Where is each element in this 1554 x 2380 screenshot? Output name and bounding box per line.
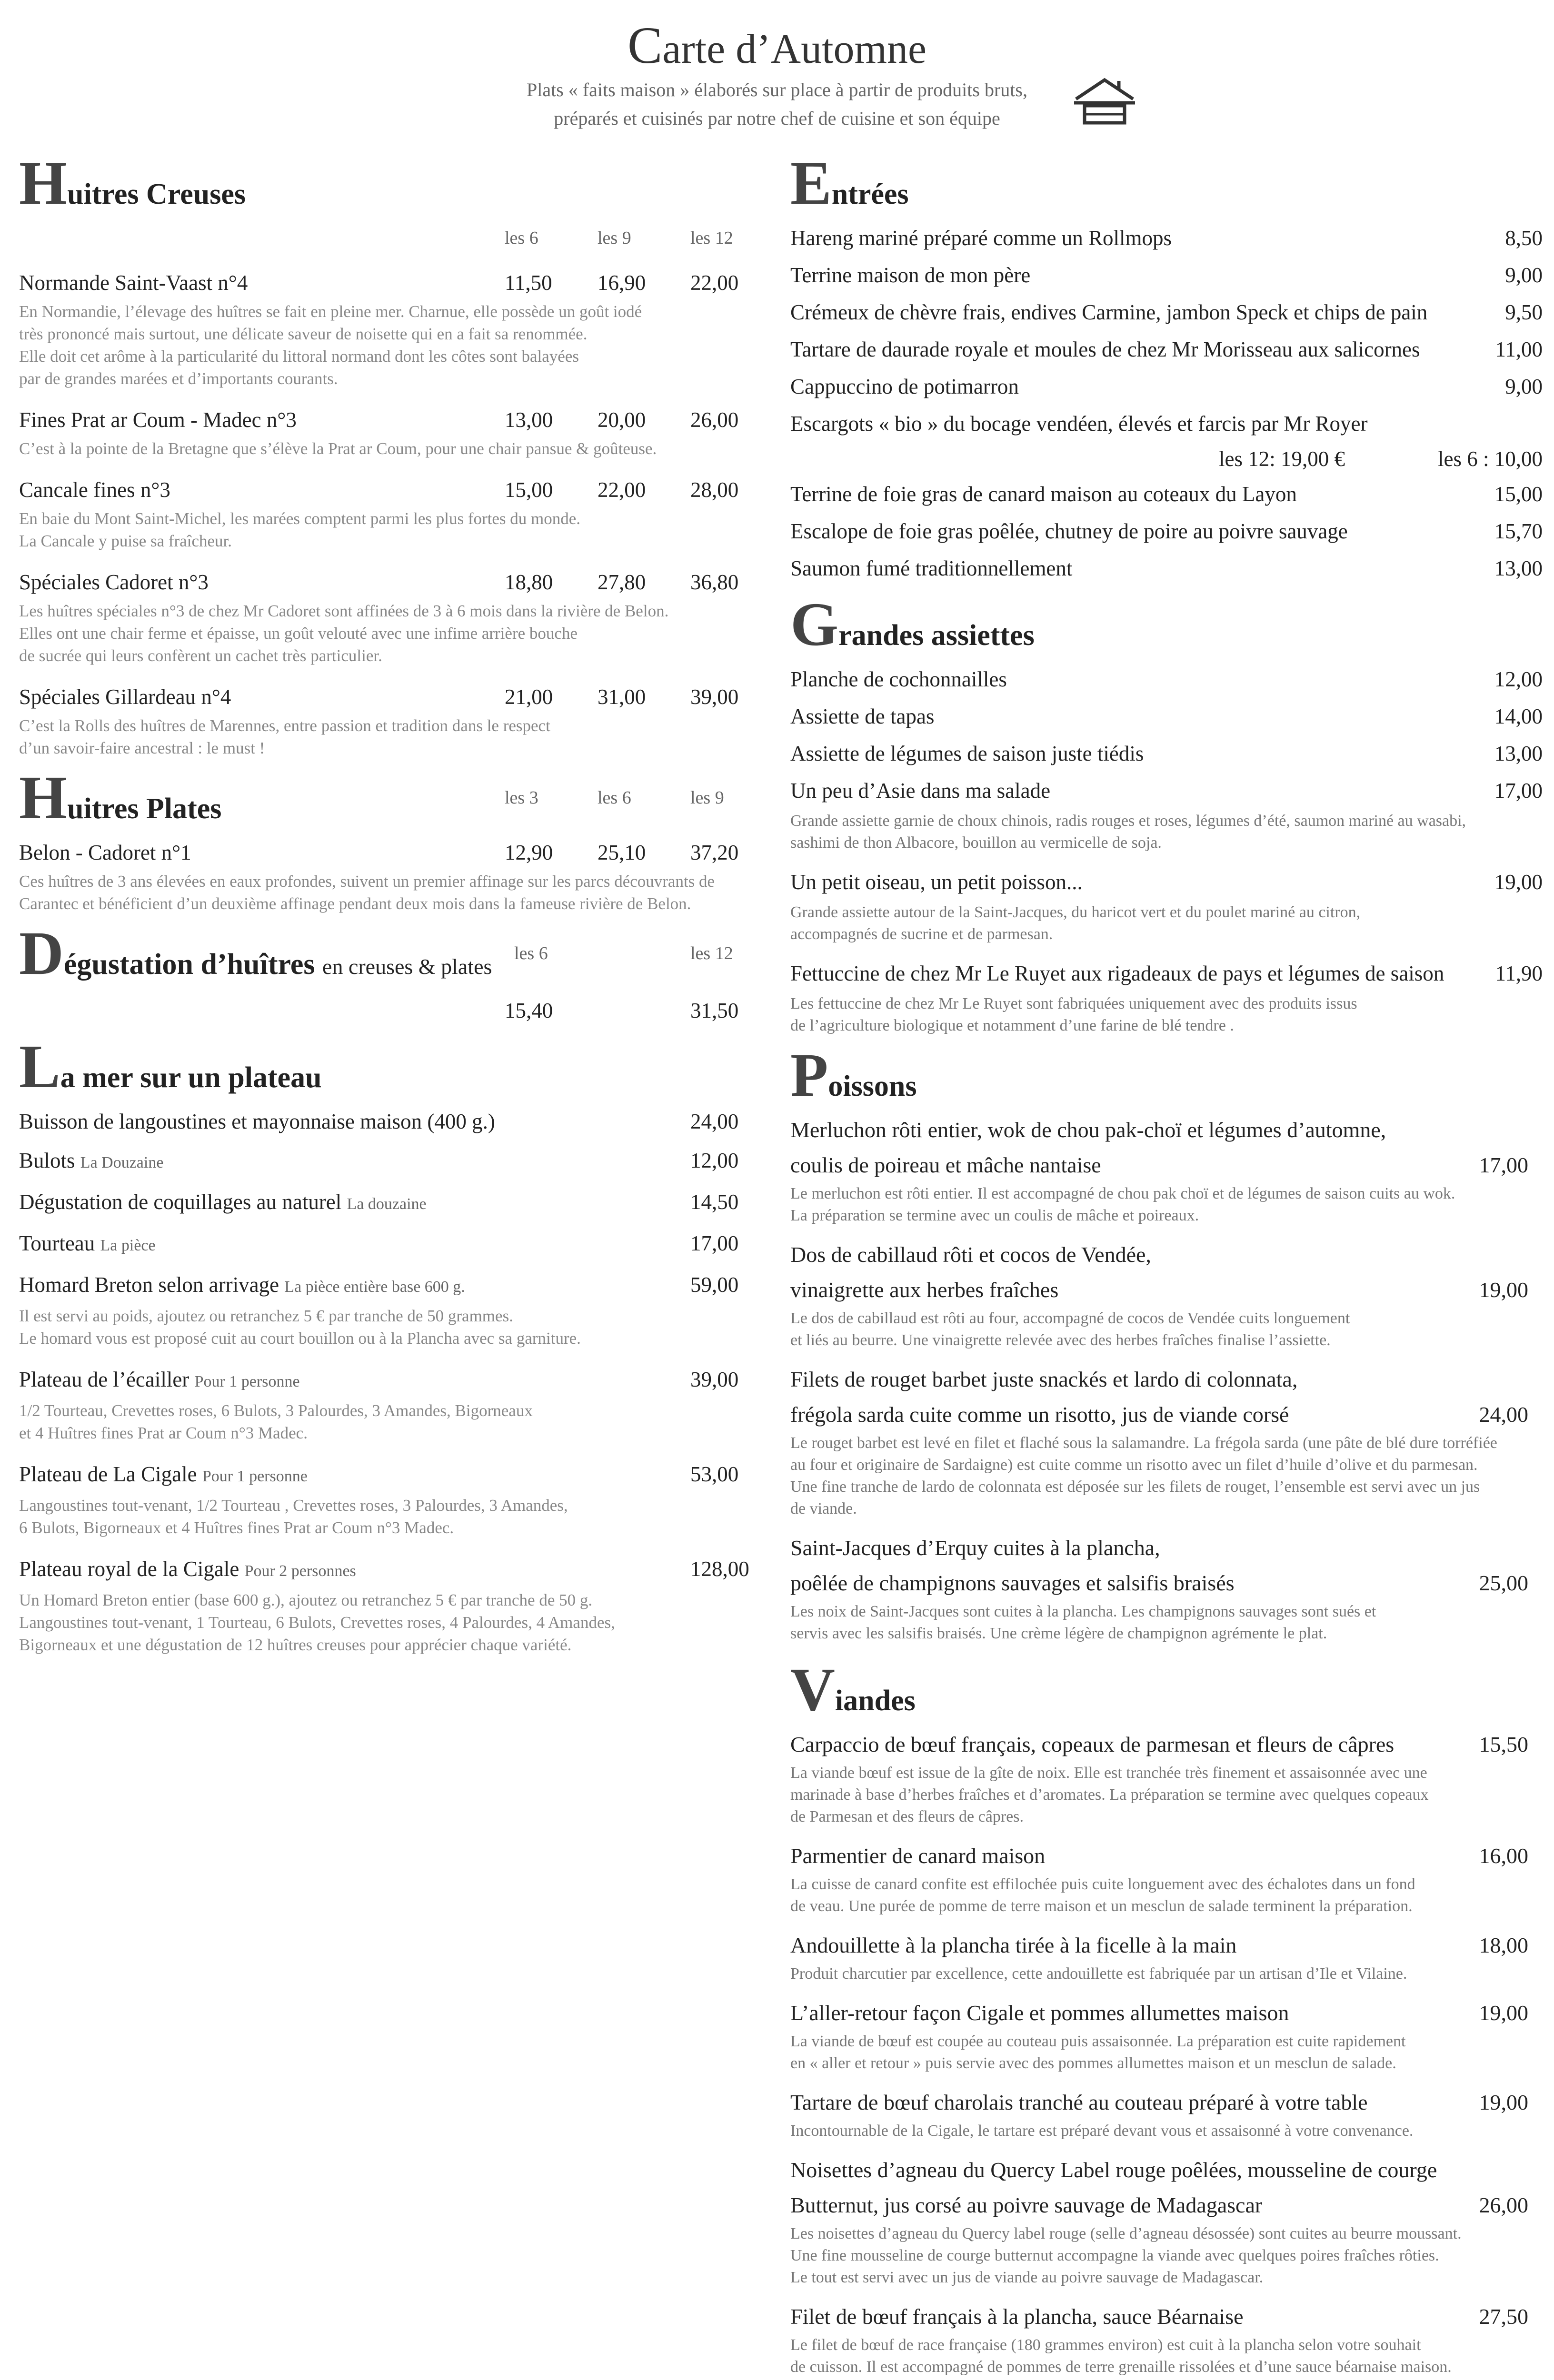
- item-name: Spéciales Gillardeau n°4: [19, 685, 231, 709]
- item-price: 9,00: [1505, 375, 1543, 398]
- item-price: 26,00: [690, 408, 739, 432]
- item-description: Grande assiette garnie de choux chinois, radis rouges et roses, légumes d’été, saumon mariné au wasabi, sashimi de thon Albacore, bouillon au vermicelle de soja.: [790, 812, 1466, 852]
- item-name: coulis de poireau et mâche nantaise: [790, 1153, 1101, 1177]
- section-title: Viandes: [790, 1656, 916, 1724]
- item-name: Cappuccino de potimarron: [790, 375, 1019, 398]
- item-name: Parmentier de canard maison: [790, 1844, 1046, 1868]
- item-price: 17,00: [1494, 779, 1543, 803]
- item-description: Il est servi au poids, ajoutez ou retranchez 5 € par tranche de 50 grammes. Le homard vous est proposé cuit au court bouillon ou à la Plancha avec sa garniture.: [19, 1307, 581, 1348]
- item-price: 11,90: [1495, 962, 1543, 985]
- item-description: Les huîtres spéciales n°3 de chez Mr Cadoret sont affinées de 3 à 6 mois dans la rivière de Belon. Elles ont une chair ferme et épaisse, un goût velouté avec une infime arrière bouche de sucrée qui leurs confèrent un cachet très particulier.: [19, 602, 669, 665]
- item-price: 15,00: [505, 478, 553, 502]
- fish-list: [790, 1112, 1543, 1645]
- menu-item: [790, 1727, 1543, 1762]
- item-description: Le dos de cabillaud est rôti au four, accompagné de cocos de Vendée cuits longuement et liés au beurre. Une vinaigrette relevée avec des herbes fraîches finalise l’assiette.: [790, 1309, 1350, 1349]
- item-description: Le filet de bœuf de race française (180 grammes environ) est cuit à la plancha selon votre souhait de cuisson. Il est accompagné de pommes de terre grenaille rissolées et d’une sauce béarnaise maison.: [790, 2336, 1452, 2376]
- item-name: Buisson de langoustines et mayonnaise maison (400 g.): [19, 1110, 495, 1133]
- menu-item: [790, 1397, 1543, 1432]
- degustation-prices: 15,40 31,50: [505, 999, 739, 1022]
- menu-item: [790, 1566, 1543, 1601]
- section-grandes-assiettes: [790, 590, 1543, 1037]
- left-column: [19, 149, 749, 1668]
- house-icon: [1071, 76, 1138, 126]
- section-degustation: [19, 919, 747, 1028]
- menu-item: [790, 662, 1543, 697]
- item-name: Butternut, jus corsé au poivre sauvage de Madagascar: [790, 2193, 1263, 2217]
- item-note: Pour 1 personne: [194, 1373, 300, 1390]
- section-mer: [19, 1032, 749, 1656]
- item-name: Plateau de l’écailler: [19, 1368, 189, 1391]
- starter-list: [790, 220, 1543, 404]
- menu-header: [0, 16, 1554, 133]
- item-name: vinaigrette aux herbes fraîches: [790, 1278, 1059, 1302]
- item-description: En baie du Mont Saint-Michel, les marées comptent parmi les plus fortes du monde. La Cancale y puise sa fraîcheur.: [19, 509, 581, 550]
- menu-item: [790, 1272, 1543, 1308]
- menu-item: [19, 472, 747, 507]
- item-name: frégola sarda cuite comme un risotto, jus de viande corsé: [790, 1402, 1289, 1427]
- item-note: Pour 2 personnes: [244, 1562, 356, 1580]
- item-price: 19,00: [1494, 870, 1543, 894]
- item-name: Plateau de La Cigale: [19, 1462, 197, 1486]
- item-price: 19,00: [1479, 1278, 1528, 1302]
- item-name-line1: Saint-Jacques d’Erquy cuites à la plancha,: [790, 1536, 1160, 1560]
- item-description: Ces huîtres de 3 ans élevées en eaux profondes, suivent un premier affinage sur les parcs découvrants de Carantec et bénéficient d’un deuxième affinage pendant deux mois dans la fameuse rivière de Belon.: [19, 872, 715, 913]
- item-name: Un peu d’Asie dans ma salade: [790, 779, 1051, 803]
- item-name: Carpaccio de bœuf français, copeaux de parmesan et fleurs de câpres: [790, 1732, 1395, 1756]
- menu-item: [19, 402, 747, 437]
- item-price: 11,00: [1495, 337, 1543, 361]
- item-price: 19,00: [1479, 2001, 1528, 2025]
- item-price: 26,00: [1479, 2193, 1528, 2217]
- menu-item: [19, 1143, 747, 1180]
- item-description: En Normandie, l’élevage des huîtres se fait en pleine mer. Charnue, elle possède un goût iodé très prononcé mais surtout, une délicate saveur de noisette qui en a fait sa renommée. Elle doit cet arôme à la particularité du littoral normand dont les côtes sont balayées par de grandes marées et d’importants courants.: [19, 302, 642, 388]
- item-name: Escalope de foie gras poêlée, chutney de poire au poivre sauvage: [790, 519, 1348, 543]
- item-price: 15,70: [1494, 519, 1543, 543]
- menu-item: [19, 1551, 747, 1589]
- menu-item: [790, 1995, 1543, 2031]
- item-price: 39,00: [690, 685, 739, 709]
- menu-subtitle-1: Plats « faits maison » élaborés sur place à partir de produits bruts,: [527, 79, 1027, 100]
- menu-title: Carte d’Automne: [627, 16, 927, 74]
- section-title: Huitres Plates les 3 les 6 les 9: [19, 764, 724, 832]
- item-name: Terrine de foie gras de canard maison au coteaux du Layon: [790, 482, 1297, 506]
- section-huitres-creuses: [19, 149, 747, 759]
- item-price: 9,00: [1505, 263, 1543, 287]
- section-entrees: [790, 149, 1543, 586]
- starter-list: [790, 476, 1543, 586]
- item-description: Langoustines tout-venant, 1/2 Tourteau , Crevettes roses, 3 Palourdes, 3 Amandes, 6 Bulots, Bigorneaux et 4 Huîtres fines Prat ar Coum n°3 Madec.: [19, 1496, 568, 1537]
- item-price: 28,00: [690, 478, 739, 502]
- menu-item: [790, 295, 1543, 330]
- item-name-line1: Filets de rouget barbet juste snackés et lardo di colonnata,: [790, 1367, 1298, 1391]
- item-price: 18,00: [1479, 1933, 1528, 1957]
- section-viandes: [790, 1656, 1543, 2380]
- menu-item: [790, 2188, 1543, 2223]
- section-title: Huitres Creuses: [19, 149, 246, 218]
- item-price: 13,00: [1494, 556, 1543, 580]
- item-name: Planche de cochonnailles: [790, 667, 1007, 691]
- item-description: Les noisettes d’agneau du Quercy label rouge (selle d’agneau désossée) sont cuites au beurre moussant. Une fine mousseline de courge butternut accompagne la viande avec quelques poires fraîches rôties. Le tout est servi avec un jus de viande au poivre sauvage de Madagascar.: [790, 2225, 1462, 2286]
- item-name: Normande Saint-Vaast n°4: [19, 271, 248, 295]
- menu-item: [790, 476, 1543, 512]
- item-description: Les fettuccine de chez Mr Le Ruyet sont fabriquées uniquement avec des produits issus de l’agriculture biologique et notamment d’une farine de blé tendre .: [790, 995, 1357, 1034]
- menu-item: [19, 679, 747, 714]
- item-price: 17,00: [1479, 1153, 1528, 1177]
- item-name: Homard Breton selon arrivage: [19, 1273, 279, 1297]
- oyster-list: [19, 835, 747, 915]
- item-price: 36,80: [690, 570, 739, 594]
- right-column: [790, 149, 1543, 2380]
- item-name: Fines Prat ar Coum - Madec n°3: [19, 408, 297, 432]
- item-description: C’est à la pointe de la Bretagne que s’élève la Prat ar Coum, pour une chair pansue & goûteuse.: [19, 439, 657, 458]
- menu-item: [790, 699, 1543, 734]
- item-price: 31,00: [598, 685, 646, 709]
- item-price: 25,00: [1479, 1571, 1528, 1595]
- section-title: Grandes assiettes: [790, 590, 1035, 659]
- item-name: Un petit oiseau, un petit poisson...: [790, 870, 1083, 894]
- section-title: Poissons: [790, 1041, 917, 1110]
- item-name: Belon - Cadoret n°1: [19, 841, 191, 864]
- item-name: Tartare de daurade royale et moules de chez Mr Morisseau aux salicornes: [790, 337, 1420, 361]
- item-name: Dégustation de coquillages au naturel: [19, 1190, 342, 1214]
- item-description: Grande assiette autour de la Saint-Jacques, du haricot vert et du poulet mariné au citron, accompagnés de sucrine et de parmesan.: [790, 903, 1361, 943]
- item-price: 8,50: [1505, 226, 1543, 250]
- item-price: 27,80: [598, 570, 646, 594]
- menu-item: [790, 1838, 1543, 1874]
- menu-item: [19, 1184, 747, 1222]
- item-price: 15,50: [1479, 1732, 1528, 1756]
- item-note: La pièce: [100, 1237, 156, 1254]
- item-price: 11,50: [505, 271, 552, 295]
- menu-item: [790, 1148, 1543, 1183]
- item-name: Tartare de bœuf charolais tranché au couteau préparé à votre table: [790, 2090, 1368, 2114]
- menu-item: [19, 1457, 747, 1494]
- menu-item: [790, 1928, 1543, 1963]
- item-description: La viande bœuf est issue de la gîte de noix. Elle est tranchée très finement et assaisonnée avec une marinade à base d’herbes fraîches et d’aromates. La préparation se termine avec quelques copeaux de Parmesan et des fleurs de câpres.: [790, 1764, 1429, 1825]
- item-price: 128,00: [690, 1557, 749, 1581]
- item-price: 15,00: [1494, 482, 1543, 506]
- item-price: 12,00: [1494, 667, 1543, 691]
- item-name-line1: Dos de cabillaud rôti et cocos de Vendée,: [790, 1242, 1151, 1267]
- item-price: 59,00: [690, 1273, 739, 1297]
- item-price: 13,00: [505, 408, 553, 432]
- item-name: Assiette de tapas: [790, 704, 935, 728]
- plate-list: [790, 662, 1543, 1037]
- item-price: 19,00: [1479, 2090, 1528, 2114]
- menu-item: [790, 864, 1543, 900]
- item-name: Crémeux de chèvre frais, endives Carmine, jambon Speck et chips de pain: [790, 300, 1428, 324]
- item-price: 39,00: [690, 1368, 739, 1391]
- item-price: 17,00: [690, 1231, 739, 1255]
- section-title: La mer sur un plateau: [19, 1032, 322, 1101]
- item-description: Produit charcutier par excellence, cette andouillette est fabriquée par un artisan d’Ile et Vilaine.: [790, 1965, 1407, 1983]
- menu-item: [790, 514, 1543, 549]
- item-description: Les noix de Saint-Jacques sont cuites à la plancha. Les champignons sauvages sont sués et servis avec les salsifis braisés. Une crème légère de champignon agrémente le plat.: [790, 1603, 1376, 1642]
- menu-item: [790, 773, 1543, 808]
- section-poissons: [790, 1041, 1543, 1645]
- item-price: 14,00: [1494, 704, 1543, 728]
- menu-item: [790, 2299, 1543, 2334]
- seafood-list: [19, 1104, 747, 1656]
- item-name: Filet de bœuf français à la plancha, sauce Béarnaise: [790, 2304, 1244, 2329]
- item-description: Le rouget barbet est levé en filet et flaché sous la salamandre. La frégola sarda (une pâte de blé dure torréfiée au four et originaire de Sardaigne) est cuite comme un risotto avec un filet d’huile d’olive et du parmesan. Une fine tranche de lardo de colonnata est déposée sur les filets de rouget, l’ensemble est servi avec un jus de viande.: [790, 1434, 1497, 1517]
- item-description: 1/2 Tourteau, Crevettes roses, 6 Bulots, 3 Palourdes, 3 Amandes, Bigorneaux et 4 Huîtres fines Prat ar Coum n°3 Madec.: [19, 1401, 533, 1442]
- item-name: Cancale fines n°3: [19, 478, 170, 502]
- item-price: 25,10: [598, 841, 646, 864]
- item-description: Le merluchon est rôti entier. Il est accompagné de chou pak choï et de légumes de saison cuits au wok. La préparation se termine avec un coulis de mâche et poireaux.: [790, 1185, 1455, 1224]
- item-name: Spéciales Cadoret n°3: [19, 570, 209, 594]
- menu-item: [790, 736, 1543, 771]
- item-price: 24,00: [1479, 1402, 1528, 1427]
- section-huitres-plates: [19, 764, 747, 915]
- item-name: Bulots: [19, 1149, 75, 1172]
- oyster-list: [19, 265, 747, 759]
- item-price: 22,00: [690, 271, 739, 295]
- item-name: Andouillette à la plancha tirée à la ficelle à la main: [790, 1933, 1237, 1957]
- menu-item: [790, 551, 1543, 586]
- item-price: 13,00: [1494, 742, 1543, 765]
- item-price: 24,00: [690, 1110, 739, 1133]
- meat-list: [790, 1727, 1543, 2380]
- item-description: C’est la Rolls des huîtres de Marennes, entre passion et tradition dans le respect d’un savoir-faire ancestral : le must !: [19, 716, 550, 757]
- item-note: La pièce entière base 600 g.: [284, 1278, 465, 1296]
- item-price: 22,00: [598, 478, 646, 502]
- item-name: poêlée de champignons sauvages et salsifis braisés: [790, 1571, 1235, 1595]
- item-price: 18,80: [505, 570, 553, 594]
- item-price: 27,50: [1479, 2304, 1528, 2329]
- item-price: 37,20: [690, 841, 739, 864]
- item-description: Un Homard Breton entier (base 600 g.), ajoutez ou retranchez 5 € par tranche de 50 g. Langoustines tout-venant, 1 Tourteau, 6 Bulots, Crevettes roses, 4 Palourdes, 4 Amandes, Bigorneaux et une dégustation de 12 huîtres creuses pour apprécier chaque variété.: [19, 1591, 615, 1654]
- item-description: Incontournable de la Cigale, le tartare est préparé devant vous et assaisonné à votre convenance.: [790, 2122, 1414, 2140]
- item-name: Hareng mariné préparé comme un Rollmops: [790, 226, 1172, 250]
- item-description: La viande de bœuf est coupée au couteau puis assaisonnée. La préparation est cuite rapidement en « aller et retour » puis servie avec des pommes allumettes maison et un mesclun de salade.: [790, 2033, 1406, 2072]
- item-price: 16,00: [1479, 1844, 1528, 1868]
- item-price: 16,90: [598, 271, 646, 295]
- item-price: 9,50: [1505, 300, 1543, 324]
- item-name-line1: Merluchon rôti entier, wok de chou pak-choï et légumes d’automne,: [790, 1118, 1386, 1142]
- menu-item: [790, 332, 1543, 367]
- menu-item: [19, 835, 747, 870]
- menu-item: [19, 265, 747, 300]
- item-note: Pour 1 personne: [202, 1468, 308, 1485]
- item-price: 12,90: [505, 841, 553, 864]
- item-description: La cuisse de canard confite est effilochée puis cuite longuement avec des échalotes dans un fond de veau. Une purée de pomme de terre maison et un mesclun de salade terminent la préparation.: [790, 1875, 1415, 1915]
- section-title: Entrées: [790, 149, 909, 218]
- item-name: Fettuccine de chez Mr Le Ruyet aux rigadeaux de pays et légumes de saison: [790, 962, 1444, 985]
- menu-item: [790, 2085, 1543, 2120]
- menu-item: [19, 565, 747, 600]
- item-name: Saumon fumé traditionnellement: [790, 556, 1073, 580]
- item-name-line1: Noisettes d’agneau du Quercy Label rouge poêlées, mousseline de courge: [790, 2158, 1437, 2182]
- item-name: L’aller-retour façon Cigale et pommes allumettes maison: [790, 2001, 1289, 2025]
- menu-item: [790, 220, 1543, 256]
- menu-item: [790, 369, 1543, 404]
- menu-item: [19, 1226, 747, 1263]
- menu-item: [790, 258, 1543, 293]
- item-name: Plateau royal de la Cigale: [19, 1557, 239, 1581]
- item-name: Terrine maison de mon père: [790, 263, 1031, 287]
- menu-item: [19, 1104, 747, 1139]
- section-title: Dégustation d’huîtres en creuses & plates les 6 les 12: [19, 919, 733, 988]
- menu-subtitle-2: préparés et cuisinés par notre chef de cuisine et son équipe: [554, 108, 1000, 129]
- item-note: La douzaine: [347, 1195, 427, 1213]
- price-column-labels: les 6 les 9 les 12: [505, 228, 733, 248]
- item-price: 12,00: [690, 1149, 739, 1172]
- menu-item: [19, 1362, 747, 1399]
- item-name: Tourteau: [19, 1231, 95, 1255]
- item-price: 21,00: [505, 685, 553, 709]
- menu-item: Escargots « bio » du bocage vendéen, élevés et farcis par Mr Royer: [790, 412, 1368, 436]
- item-name: Assiette de légumes de saison juste tiédis: [790, 742, 1144, 765]
- item-note: La Douzaine: [80, 1154, 164, 1171]
- menu-item: [790, 956, 1543, 991]
- item-price: 53,00: [690, 1462, 739, 1486]
- item-price: 14,50: [690, 1190, 739, 1214]
- escargots-prices: les 12: 19,00 € les 6 : 10,00: [1219, 447, 1543, 471]
- item-price: 20,00: [598, 408, 646, 432]
- menu-item: [19, 1267, 747, 1305]
